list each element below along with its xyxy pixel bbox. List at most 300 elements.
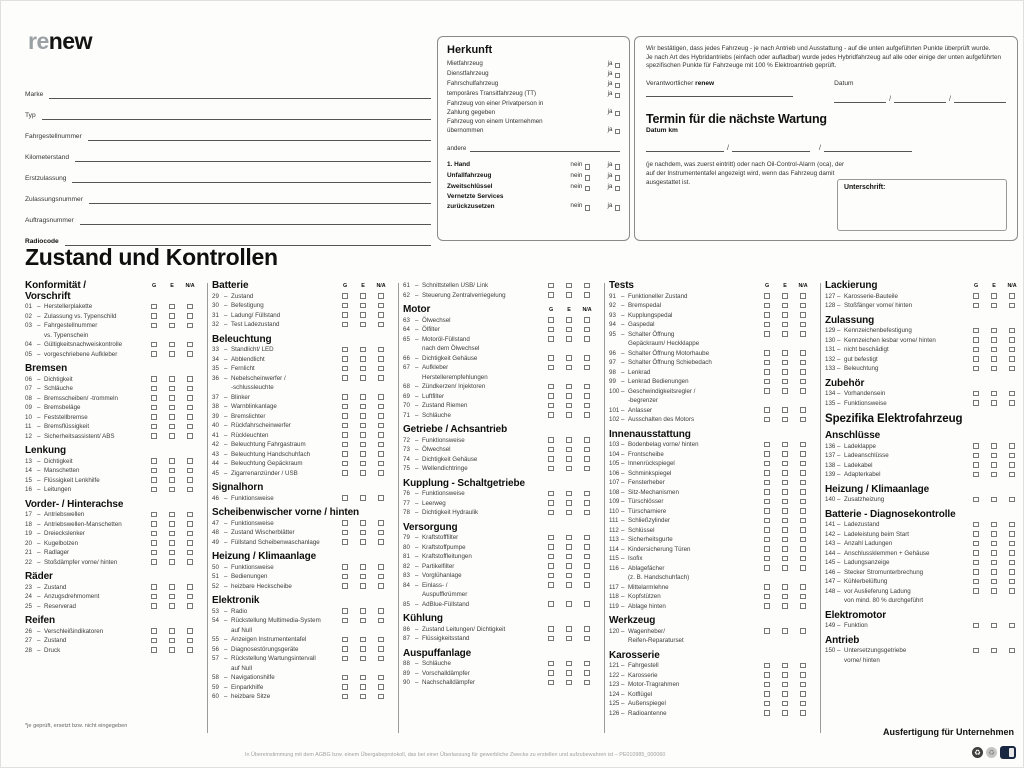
checkbox[interactable] (360, 574, 366, 580)
checkbox[interactable] (800, 312, 806, 318)
next-service-segment[interactable] (824, 143, 912, 152)
checkbox[interactable] (566, 626, 572, 632)
checkbox[interactable] (342, 646, 348, 652)
checkbox[interactable] (378, 461, 384, 467)
checkbox[interactable] (360, 394, 366, 400)
checkbox[interactable] (584, 500, 590, 506)
checkbox[interactable] (548, 393, 554, 399)
checkbox[interactable] (764, 628, 770, 634)
checkbox[interactable] (566, 317, 572, 323)
checkbox[interactable] (187, 540, 193, 546)
checkbox[interactable] (1009, 569, 1015, 575)
checkbox[interactable] (991, 328, 997, 334)
checkbox[interactable] (169, 351, 175, 357)
checkbox[interactable] (566, 355, 572, 361)
checkbox[interactable] (584, 437, 590, 443)
checkbox[interactable] (973, 531, 979, 537)
checkbox[interactable] (151, 395, 157, 401)
checkbox[interactable] (973, 462, 979, 468)
checkbox[interactable] (187, 487, 193, 493)
checkbox[interactable] (782, 480, 788, 486)
checkbox[interactable] (151, 540, 157, 546)
checkbox[interactable] (548, 661, 554, 667)
checkbox[interactable] (151, 594, 157, 600)
date-segment[interactable] (834, 94, 886, 103)
checkbox[interactable] (151, 304, 157, 310)
checkbox[interactable] (151, 433, 157, 439)
checkbox[interactable] (566, 393, 572, 399)
checkbox[interactable] (991, 588, 997, 594)
checkbox[interactable] (973, 497, 979, 503)
checkbox[interactable] (342, 574, 348, 580)
checkbox[interactable] (1009, 328, 1015, 334)
checkbox[interactable] (782, 407, 788, 413)
checkbox[interactable] (800, 499, 806, 505)
checkbox[interactable] (342, 312, 348, 318)
checkbox[interactable] (548, 466, 554, 472)
checkbox[interactable] (991, 541, 997, 547)
checkbox[interactable] (991, 400, 997, 406)
checkbox[interactable] (187, 594, 193, 600)
checkbox[interactable] (584, 636, 590, 642)
checkbox[interactable] (764, 331, 770, 337)
field-input-line[interactable] (42, 119, 431, 120)
checkbox[interactable] (584, 412, 590, 418)
checkbox[interactable] (378, 394, 384, 400)
checkbox[interactable] (342, 322, 348, 328)
checkbox[interactable] (342, 675, 348, 681)
checkbox[interactable] (342, 375, 348, 381)
checkbox[interactable] (782, 701, 788, 707)
checkbox[interactable] (782, 556, 788, 562)
checkbox[interactable] (548, 447, 554, 453)
checkbox[interactable] (764, 565, 770, 571)
checkbox[interactable] (764, 407, 770, 413)
next-service-segment[interactable] (646, 143, 724, 152)
checkbox[interactable] (584, 680, 590, 686)
responsible-input-line[interactable] (646, 96, 793, 97)
checkbox[interactable] (991, 366, 997, 372)
checkbox[interactable] (764, 470, 770, 476)
checkbox[interactable] (1009, 462, 1015, 468)
checkbox[interactable] (378, 366, 384, 372)
checkbox[interactable] (800, 388, 806, 394)
checkbox[interactable] (360, 461, 366, 467)
checkbox[interactable] (360, 530, 366, 536)
checkbox[interactable] (764, 388, 770, 394)
checkbox[interactable] (548, 636, 554, 642)
checkbox[interactable] (566, 283, 572, 289)
checkbox[interactable] (342, 451, 348, 457)
checkbox[interactable] (566, 554, 572, 560)
checkbox[interactable] (973, 337, 979, 343)
checkbox[interactable] (800, 360, 806, 366)
checkbox[interactable] (991, 472, 997, 478)
checkbox[interactable] (187, 351, 193, 357)
checkbox[interactable] (187, 376, 193, 382)
checkbox[interactable] (991, 356, 997, 362)
checkbox[interactable] (782, 594, 788, 600)
checkbox[interactable] (548, 317, 554, 323)
checkbox[interactable] (991, 453, 997, 459)
checkbox[interactable] (360, 312, 366, 318)
checkbox[interactable] (800, 451, 806, 457)
checkbox[interactable] (973, 560, 979, 566)
checkbox[interactable] (169, 647, 175, 653)
checkbox[interactable] (584, 393, 590, 399)
checkbox[interactable] (1009, 522, 1015, 528)
checkbox[interactable] (800, 710, 806, 716)
checkbox[interactable] (342, 656, 348, 662)
checkbox[interactable] (1009, 337, 1015, 343)
checkbox[interactable] (615, 175, 621, 181)
checkbox[interactable] (169, 559, 175, 565)
checkbox[interactable] (800, 628, 806, 634)
checkbox[interactable] (342, 539, 348, 545)
checkbox[interactable] (973, 472, 979, 478)
checkbox[interactable] (342, 684, 348, 690)
checkbox[interactable] (378, 684, 384, 690)
checkbox[interactable] (615, 63, 621, 69)
checkbox[interactable] (973, 579, 979, 585)
checkbox[interactable] (991, 303, 997, 309)
checkbox[interactable] (378, 293, 384, 299)
checkbox[interactable] (973, 550, 979, 556)
checkbox[interactable] (169, 433, 175, 439)
checkbox[interactable] (764, 701, 770, 707)
checkbox[interactable] (566, 447, 572, 453)
checkbox[interactable] (151, 405, 157, 411)
checkbox[interactable] (764, 499, 770, 505)
checkbox[interactable] (378, 646, 384, 652)
checkbox[interactable] (169, 487, 175, 493)
checkbox[interactable] (782, 682, 788, 688)
checkbox[interactable] (764, 691, 770, 697)
checkbox[interactable] (151, 376, 157, 382)
checkbox[interactable] (584, 573, 590, 579)
checkbox[interactable] (187, 323, 193, 329)
checkbox[interactable] (342, 404, 348, 410)
checkbox[interactable] (584, 544, 590, 550)
checkbox[interactable] (342, 618, 348, 624)
checkbox[interactable] (566, 384, 572, 390)
checkbox[interactable] (584, 403, 590, 409)
checkbox[interactable] (187, 531, 193, 537)
checkbox[interactable] (360, 293, 366, 299)
checkbox[interactable] (187, 550, 193, 556)
checkbox[interactable] (548, 292, 554, 298)
checkbox[interactable] (782, 537, 788, 543)
checkbox[interactable] (764, 417, 770, 423)
checkbox[interactable] (187, 477, 193, 483)
checkbox[interactable] (187, 313, 193, 319)
checkbox[interactable] (378, 675, 384, 681)
checkbox[interactable] (151, 521, 157, 527)
checkbox[interactable] (151, 342, 157, 348)
checkbox[interactable] (169, 424, 175, 430)
checkbox[interactable] (973, 303, 979, 309)
date-input-line[interactable] (834, 94, 1006, 103)
checkbox[interactable] (342, 495, 348, 501)
checkbox[interactable] (584, 336, 590, 342)
checkbox[interactable] (360, 404, 366, 410)
origin-other-input-line[interactable] (470, 151, 620, 152)
checkbox[interactable] (1009, 541, 1015, 547)
checkbox[interactable] (566, 327, 572, 333)
checkbox[interactable] (360, 442, 366, 448)
checkbox[interactable] (800, 663, 806, 669)
checkbox[interactable] (764, 527, 770, 533)
checkbox[interactable] (151, 628, 157, 634)
checkbox[interactable] (584, 456, 590, 462)
checkbox[interactable] (378, 322, 384, 328)
checkbox[interactable] (764, 508, 770, 514)
checkbox[interactable] (782, 303, 788, 309)
checkbox[interactable] (1009, 293, 1015, 299)
checkbox[interactable] (1009, 303, 1015, 309)
checkbox[interactable] (764, 603, 770, 609)
checkbox[interactable] (991, 293, 997, 299)
checkbox[interactable] (169, 458, 175, 464)
checkbox[interactable] (764, 303, 770, 309)
checkbox[interactable] (584, 554, 590, 560)
checkbox[interactable] (169, 405, 175, 411)
checkbox[interactable] (782, 663, 788, 669)
checkbox[interactable] (169, 603, 175, 609)
checkbox[interactable] (360, 646, 366, 652)
checkbox[interactable] (584, 327, 590, 333)
checkbox[interactable] (764, 556, 770, 562)
checkbox[interactable] (782, 369, 788, 375)
checkbox[interactable] (991, 443, 997, 449)
checkbox[interactable] (566, 336, 572, 342)
checkbox[interactable] (548, 500, 554, 506)
checkbox[interactable] (378, 404, 384, 410)
checkbox[interactable] (342, 366, 348, 372)
checkbox[interactable] (151, 477, 157, 483)
checkbox[interactable] (1009, 588, 1015, 594)
checkbox[interactable] (342, 637, 348, 643)
checkbox[interactable] (1009, 347, 1015, 353)
checkbox[interactable] (800, 682, 806, 688)
checkbox[interactable] (360, 656, 366, 662)
checkbox[interactable] (764, 546, 770, 552)
checkbox[interactable] (360, 583, 366, 589)
checkbox[interactable] (187, 647, 193, 653)
checkbox[interactable] (584, 601, 590, 607)
checkbox[interactable] (615, 205, 621, 211)
checkbox[interactable] (378, 413, 384, 419)
checkbox[interactable] (782, 546, 788, 552)
checkbox[interactable] (360, 564, 366, 570)
checkbox[interactable] (584, 317, 590, 323)
checkbox[interactable] (615, 111, 621, 117)
checkbox[interactable] (584, 582, 590, 588)
checkbox[interactable] (782, 470, 788, 476)
checkbox[interactable] (169, 540, 175, 546)
checkbox[interactable] (764, 461, 770, 467)
checkbox[interactable] (548, 456, 554, 462)
checkbox[interactable] (615, 93, 621, 99)
checkbox[interactable] (800, 584, 806, 590)
checkbox[interactable] (782, 312, 788, 318)
checkbox[interactable] (342, 470, 348, 476)
checkbox[interactable] (973, 400, 979, 406)
checkbox[interactable] (548, 582, 554, 588)
checkbox[interactable] (800, 594, 806, 600)
checkbox[interactable] (973, 648, 979, 654)
checkbox[interactable] (782, 322, 788, 328)
checkbox[interactable] (169, 512, 175, 518)
checkbox[interactable] (378, 423, 384, 429)
checkbox[interactable] (566, 535, 572, 541)
checkbox[interactable] (764, 379, 770, 385)
checkbox[interactable] (187, 468, 193, 474)
checkbox[interactable] (764, 663, 770, 669)
checkbox[interactable] (151, 647, 157, 653)
checkbox[interactable] (782, 584, 788, 590)
checkbox[interactable] (169, 638, 175, 644)
checkbox[interactable] (342, 432, 348, 438)
checkbox[interactable] (584, 447, 590, 453)
checkbox[interactable] (782, 379, 788, 385)
checkbox[interactable] (1009, 443, 1015, 449)
checkbox[interactable] (342, 608, 348, 614)
checkbox[interactable] (360, 322, 366, 328)
checkbox[interactable] (187, 628, 193, 634)
checkbox[interactable] (378, 347, 384, 353)
checkbox[interactable] (1009, 391, 1015, 397)
checkbox[interactable] (566, 601, 572, 607)
checkbox[interactable] (566, 563, 572, 569)
checkbox[interactable] (1009, 531, 1015, 537)
checkbox[interactable] (782, 293, 788, 299)
checkbox[interactable] (764, 480, 770, 486)
checkbox[interactable] (187, 603, 193, 609)
checkbox[interactable] (800, 407, 806, 413)
field-input-line[interactable] (75, 161, 431, 162)
checkbox[interactable] (378, 375, 384, 381)
checkbox[interactable] (342, 442, 348, 448)
checkbox[interactable] (151, 559, 157, 565)
checkbox[interactable] (782, 451, 788, 457)
checkbox[interactable] (764, 369, 770, 375)
checkbox[interactable] (973, 328, 979, 334)
checkbox[interactable] (991, 462, 997, 468)
checkbox[interactable] (800, 379, 806, 385)
checkbox[interactable] (584, 491, 590, 497)
checkbox[interactable] (151, 584, 157, 590)
checkbox[interactable] (1009, 472, 1015, 478)
checkbox[interactable] (548, 412, 554, 418)
checkbox[interactable] (378, 564, 384, 570)
checkbox[interactable] (169, 386, 175, 392)
checkbox[interactable] (378, 574, 384, 580)
checkbox[interactable] (566, 491, 572, 497)
checkbox[interactable] (378, 530, 384, 536)
checkbox[interactable] (360, 520, 366, 526)
next-service-segment[interactable] (732, 143, 810, 152)
checkbox[interactable] (782, 518, 788, 524)
checkbox[interactable] (187, 512, 193, 518)
checkbox[interactable] (187, 433, 193, 439)
field-input-line[interactable] (80, 224, 431, 225)
checkbox[interactable] (764, 322, 770, 328)
checkbox[interactable] (615, 83, 621, 89)
checkbox[interactable] (548, 491, 554, 497)
checkbox[interactable] (169, 313, 175, 319)
checkbox[interactable] (566, 437, 572, 443)
checkbox[interactable] (800, 701, 806, 707)
checkbox[interactable] (800, 303, 806, 309)
checkbox[interactable] (800, 461, 806, 467)
checkbox[interactable] (782, 710, 788, 716)
checkbox[interactable] (360, 432, 366, 438)
checkbox[interactable] (187, 342, 193, 348)
checkbox[interactable] (764, 442, 770, 448)
checkbox[interactable] (566, 365, 572, 371)
checkbox[interactable] (342, 413, 348, 419)
checkbox[interactable] (548, 510, 554, 516)
checkbox[interactable] (378, 520, 384, 526)
checkbox[interactable] (360, 451, 366, 457)
checkbox[interactable] (584, 661, 590, 667)
checkbox[interactable] (800, 322, 806, 328)
checkbox[interactable] (782, 508, 788, 514)
checkbox[interactable] (378, 618, 384, 624)
checkbox[interactable] (378, 583, 384, 589)
checkbox[interactable] (378, 303, 384, 309)
checkbox[interactable] (566, 466, 572, 472)
checkbox[interactable] (151, 351, 157, 357)
checkbox[interactable] (187, 458, 193, 464)
checkbox[interactable] (782, 499, 788, 505)
checkbox[interactable] (991, 569, 997, 575)
checkbox[interactable] (378, 608, 384, 614)
checkbox[interactable] (169, 468, 175, 474)
checkbox[interactable] (187, 395, 193, 401)
checkbox[interactable] (566, 292, 572, 298)
checkbox[interactable] (782, 603, 788, 609)
checkbox[interactable] (169, 323, 175, 329)
checkbox[interactable] (360, 347, 366, 353)
checkbox[interactable] (548, 680, 554, 686)
checkbox[interactable] (169, 550, 175, 556)
checkbox[interactable] (566, 500, 572, 506)
checkbox[interactable] (151, 424, 157, 430)
checkbox[interactable] (548, 554, 554, 560)
checkbox[interactable] (764, 594, 770, 600)
checkbox[interactable] (187, 386, 193, 392)
next-service-input-line[interactable] (646, 143, 946, 152)
checkbox[interactable] (548, 384, 554, 390)
checkbox[interactable] (800, 691, 806, 697)
checkbox[interactable] (566, 582, 572, 588)
checkbox[interactable] (566, 456, 572, 462)
checkbox[interactable] (566, 680, 572, 686)
checkbox[interactable] (584, 355, 590, 361)
checkbox[interactable] (360, 470, 366, 476)
checkbox[interactable] (548, 336, 554, 342)
checkbox[interactable] (342, 520, 348, 526)
checkbox[interactable] (342, 530, 348, 536)
checkbox[interactable] (360, 413, 366, 419)
checkbox[interactable] (187, 424, 193, 430)
checkbox[interactable] (764, 672, 770, 678)
checkbox[interactable] (169, 531, 175, 537)
checkbox[interactable] (360, 675, 366, 681)
checkbox[interactable] (973, 569, 979, 575)
